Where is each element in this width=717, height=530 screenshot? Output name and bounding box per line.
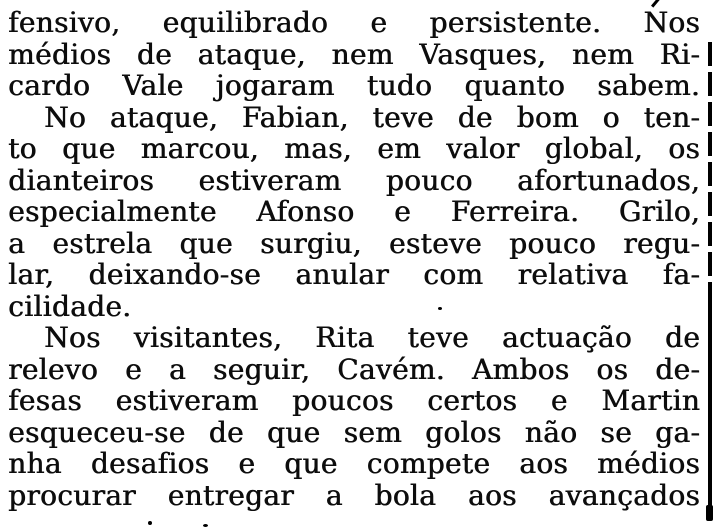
text-line: nha desafios e que compete aos médios [8, 448, 700, 480]
text-line: Nos visitantes, Rita teve actuação de [44, 322, 700, 354]
ink-speck [203, 524, 208, 527]
text-line: cilidade. [8, 290, 132, 322]
text-line: lar, deixando-se anular com relativa fa- [8, 259, 700, 291]
text-line: fensivo, equilibrado e persistente. Nos [8, 7, 700, 39]
text-line: dianteiros estiveram pouco afortunados, [8, 164, 700, 196]
ink-speck [148, 521, 152, 525]
text-line: cardo Vale jogaram tudo quanto sabem. [8, 70, 700, 102]
text-line: esqueceu-se de que sem golos não se ga- [8, 416, 700, 448]
column-rule-artifact-solid [708, 290, 712, 515]
article-text-column [8, 7, 700, 511]
text-line: especialmente Afonso e Ferreira. Grilo, [8, 196, 700, 228]
column-rule-artifact-blob [706, 505, 713, 521]
text-line: to que marcou, mas, em valor global, os [8, 133, 700, 165]
text-line: relevo e a seguir, Cavém. Ambos os de- [8, 353, 700, 385]
text-line: procurar entregar a bola aos avançados [8, 479, 700, 511]
text-line: fesas estiveram poucos certos e Martin [8, 385, 700, 417]
text-line: médios de ataque, nem Vasques, nem Ri- [8, 38, 700, 70]
text-line: a estrela que surgiu, esteve pouco regu- [8, 227, 700, 259]
ink-speck [438, 307, 442, 310]
text-line: No ataque, Fabian, teve de bom o ten- [44, 101, 700, 133]
